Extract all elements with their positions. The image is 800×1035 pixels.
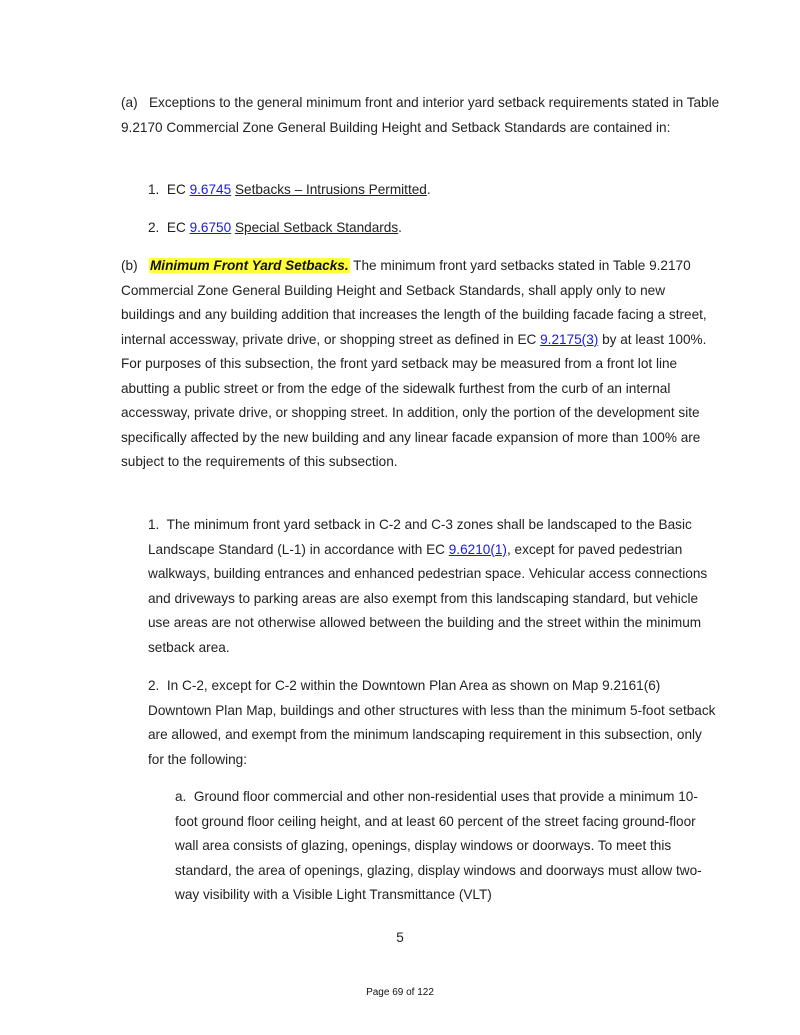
item-b1-text-2: , except for paved pedestrian walkways, building entrances and enhanced pedestrian space. Vehicular access connections and driveways to parking areas are also exempt from this landscaping standard, but vehicle use areas are not otherwise allowed between the building and the street within the minimum setback area. xyxy=(148,541,708,655)
paragraph-a-label: (a) xyxy=(121,95,138,110)
list-item-b2 xyxy=(148,674,716,772)
paragraph-b-label: (b) xyxy=(121,258,138,273)
section-title: Special Setback Standards xyxy=(234,220,399,235)
list-number: 2. xyxy=(148,220,160,235)
list-item-b2a xyxy=(175,785,720,908)
item-b1-text-1: The minimum front yard setback in C-2 and C-3 zones shall be landscaped to the Basic Landscape Standard (L-1) in accordance with EC xyxy=(148,517,692,557)
list-letter: a. xyxy=(175,789,187,804)
link-9-6210-1[interactable]: 9.6210(1) xyxy=(448,541,507,557)
item-b2a-text: Ground floor commercial and other non-residential uses that provide a minimum 10-foot ground floor ceiling height, and at least 60 percent of the street facing ground-floor wall area consists of glazing, openings, display windows or doorways. To meet this standard, the area of openings, glazing, display windows and doorways must allow two-way visibility with a Visible Light Transmittance (VLT) xyxy=(175,789,702,902)
paragraph-b xyxy=(121,254,721,475)
ec-prefix: EC xyxy=(166,220,186,235)
period: . xyxy=(398,220,402,235)
list-number: 1. xyxy=(148,182,160,197)
page-footer: Page 69 of 122 xyxy=(366,987,434,998)
page-number: 5 xyxy=(396,930,404,945)
list-item-a2 xyxy=(148,216,716,241)
list-number: 2. xyxy=(148,678,160,693)
link-9-2175-3[interactable]: 9.2175(3) xyxy=(540,331,599,347)
section-title: Setbacks – Intrusions Permitted xyxy=(234,182,427,197)
list-item-a1 xyxy=(148,178,716,203)
highlighted-heading: Minimum Front Yard Setbacks. xyxy=(149,258,349,273)
ec-prefix: EC xyxy=(166,182,186,197)
link-9-6750[interactable]: 9.6750 xyxy=(189,220,232,235)
list-number: 1. xyxy=(148,517,160,532)
paragraph-b-text-2: by at least 100%. For purposes of this subsection, the front yard setback may be measured from a front lot line abutting a public street or from the edge of the sidewalk furthest from the curb of an internal accessway, private drive, or shopping street. In addition, only the portion of the development site specifically affected by the new building and any linear facade expansion of more than 100% are subject to the requirements of this subsection. xyxy=(121,331,707,469)
period: . xyxy=(426,182,431,197)
list-item-b1 xyxy=(148,513,716,660)
paragraph-a xyxy=(121,91,721,140)
item-b2-text: In C-2, except for C-2 within the Downtown Plan Area as shown on Map 9.2161(6) Downtown Plan Map, buildings and other structures with less than the minimum 5-foot setback are allowed, and exempt from the minimum landscaping requirement in this subsection, only for the following: xyxy=(148,678,716,767)
paragraph-b-text-1: The minimum front yard setbacks stated in Table 9.2170 Commercial Zone General Building Height and Setback Standards, shall apply only to new buildings and any building addition that increases the length of the building facade facing a street, internal accessway, private drive, or shopping street as defined in EC xyxy=(121,258,707,347)
link-9-6745[interactable]: 9.6745 xyxy=(189,182,232,197)
paragraph-a-text: Exceptions to the general minimum front and interior yard setback requirements stated in Table 9.2170 Commercial Zone General Building Height and Setback Standards are contained in: xyxy=(121,95,720,135)
